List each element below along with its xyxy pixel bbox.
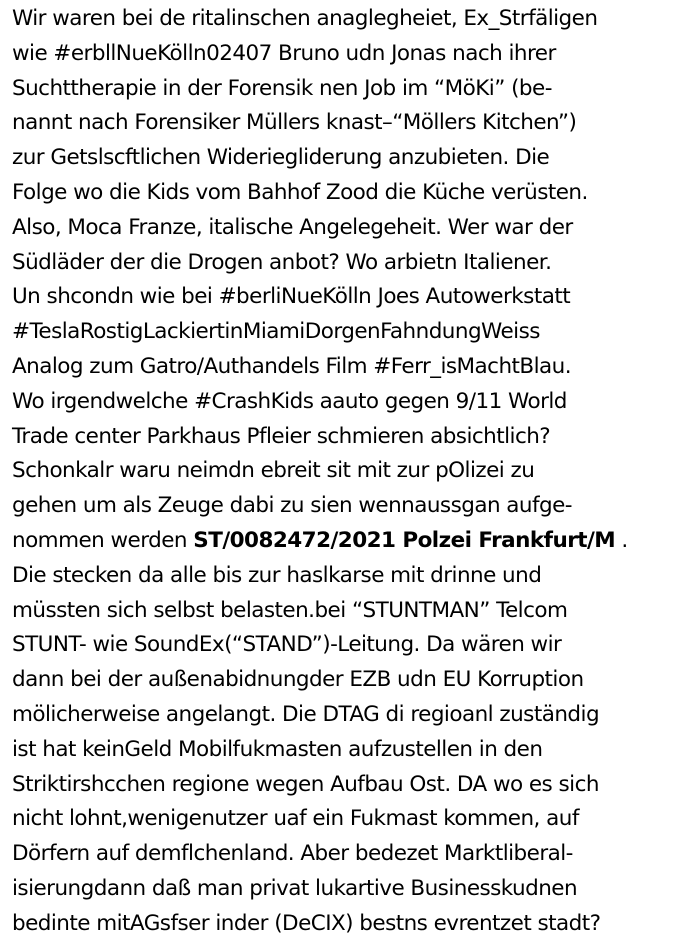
- text-line-25: Dörfern auf demflchenland. Aber bedezet Marktliberal-: [12, 841, 573, 867]
- text-line-3: Suchttherapie in der Forensik nen Job im “MöKi” (be-: [12, 75, 552, 101]
- text-line-26: isierungdann daß man privat lukartive Businesskudnen: [12, 875, 578, 901]
- case-reference-number: ST/0082472/2021 Polzei Frankfurt/M: [193, 527, 616, 553]
- text-line-4: nannt nach Forensiker Müllers knast–“Möllers Kitchen”): [12, 110, 577, 136]
- text-line-10: #TeslaRostigLackiertinMiamiDorgenFahndungWeiss: [12, 319, 540, 345]
- document-page: [12, 2, 680, 942]
- text-line-20: dann bei der außenabidnungder EZB udn EU Korruption: [12, 667, 584, 693]
- text-line-9: Un shcondn wie bei #berliNueKölln Joes Autowerkstatt: [12, 284, 571, 310]
- text-line-7: Also, Moca Franze, italische Angelegeheit. Wer war der: [12, 214, 573, 240]
- text-line-1: Wir waren bei de ritalinschen anaglegheiet, Ex_Strfäligen: [12, 6, 598, 31]
- text-line-23: Striktirshcchen regione wegen Aufbau Ost. DA wo es sich: [12, 771, 599, 797]
- text-line-21: mölicherweise angelangt. Die DTAG di regioanl zuständig: [12, 701, 600, 727]
- text-line-24: nicht lohnt,wenigenutzer uaf ein Fukmast kommen, auf: [12, 806, 579, 832]
- text-line-19: STUNT- wie SoundEx(“STAND”)-Leitung. Da wären wir: [12, 632, 562, 658]
- text-line-15: gehen um als Zeuge dabi zu sien wennaussgan aufge-: [12, 493, 573, 519]
- text-line-16-prefix: nommen werden: [12, 527, 194, 553]
- text-line-14: Schonkalr waru neimdn ebreit sit mit zur pOlizei zu: [12, 458, 535, 484]
- text-line-16: [12, 524, 680, 559]
- text-line-12: Wo irgendwelche #CrashKids aauto gegen 9/11 World: [12, 388, 567, 414]
- text-line-6: Folge wo die Kids vom Bahhof Zood die Küche verüsten.: [12, 179, 588, 205]
- text-line-16-suffix: .: [615, 527, 628, 553]
- text-line-17: Die stecken da alle bis zur haslkarse mit drinne und: [12, 562, 542, 588]
- text-line-2: wie #erbllNueKölln02407 Bruno udn Jonas nach ihrer: [12, 40, 556, 66]
- text-line-13: Trade center Parkhaus Pfleier schmieren absichtlich?: [12, 423, 551, 449]
- text-line-11: Analog zum Gatro/Authandels Film #Ferr_isMachtBlau.: [12, 353, 572, 379]
- text-line-27: bedinte mitAGsfser inder (DeCIX) bestns evrentzet stadt?: [12, 910, 601, 936]
- text-line-5: zur Getslscftlichen Wideriegliderung anzubieten. Die: [12, 145, 550, 171]
- text-line-8: Südläder der die Drogen anbot? Wo arbietn Italiener.: [12, 249, 552, 275]
- text-line-22: ist hat keinGeld Mobilfukmasten aufzustellen in den: [12, 736, 543, 762]
- text-line-18: müssten sich selbst belasten.bei “STUNTMAN” Telcom: [12, 597, 568, 623]
